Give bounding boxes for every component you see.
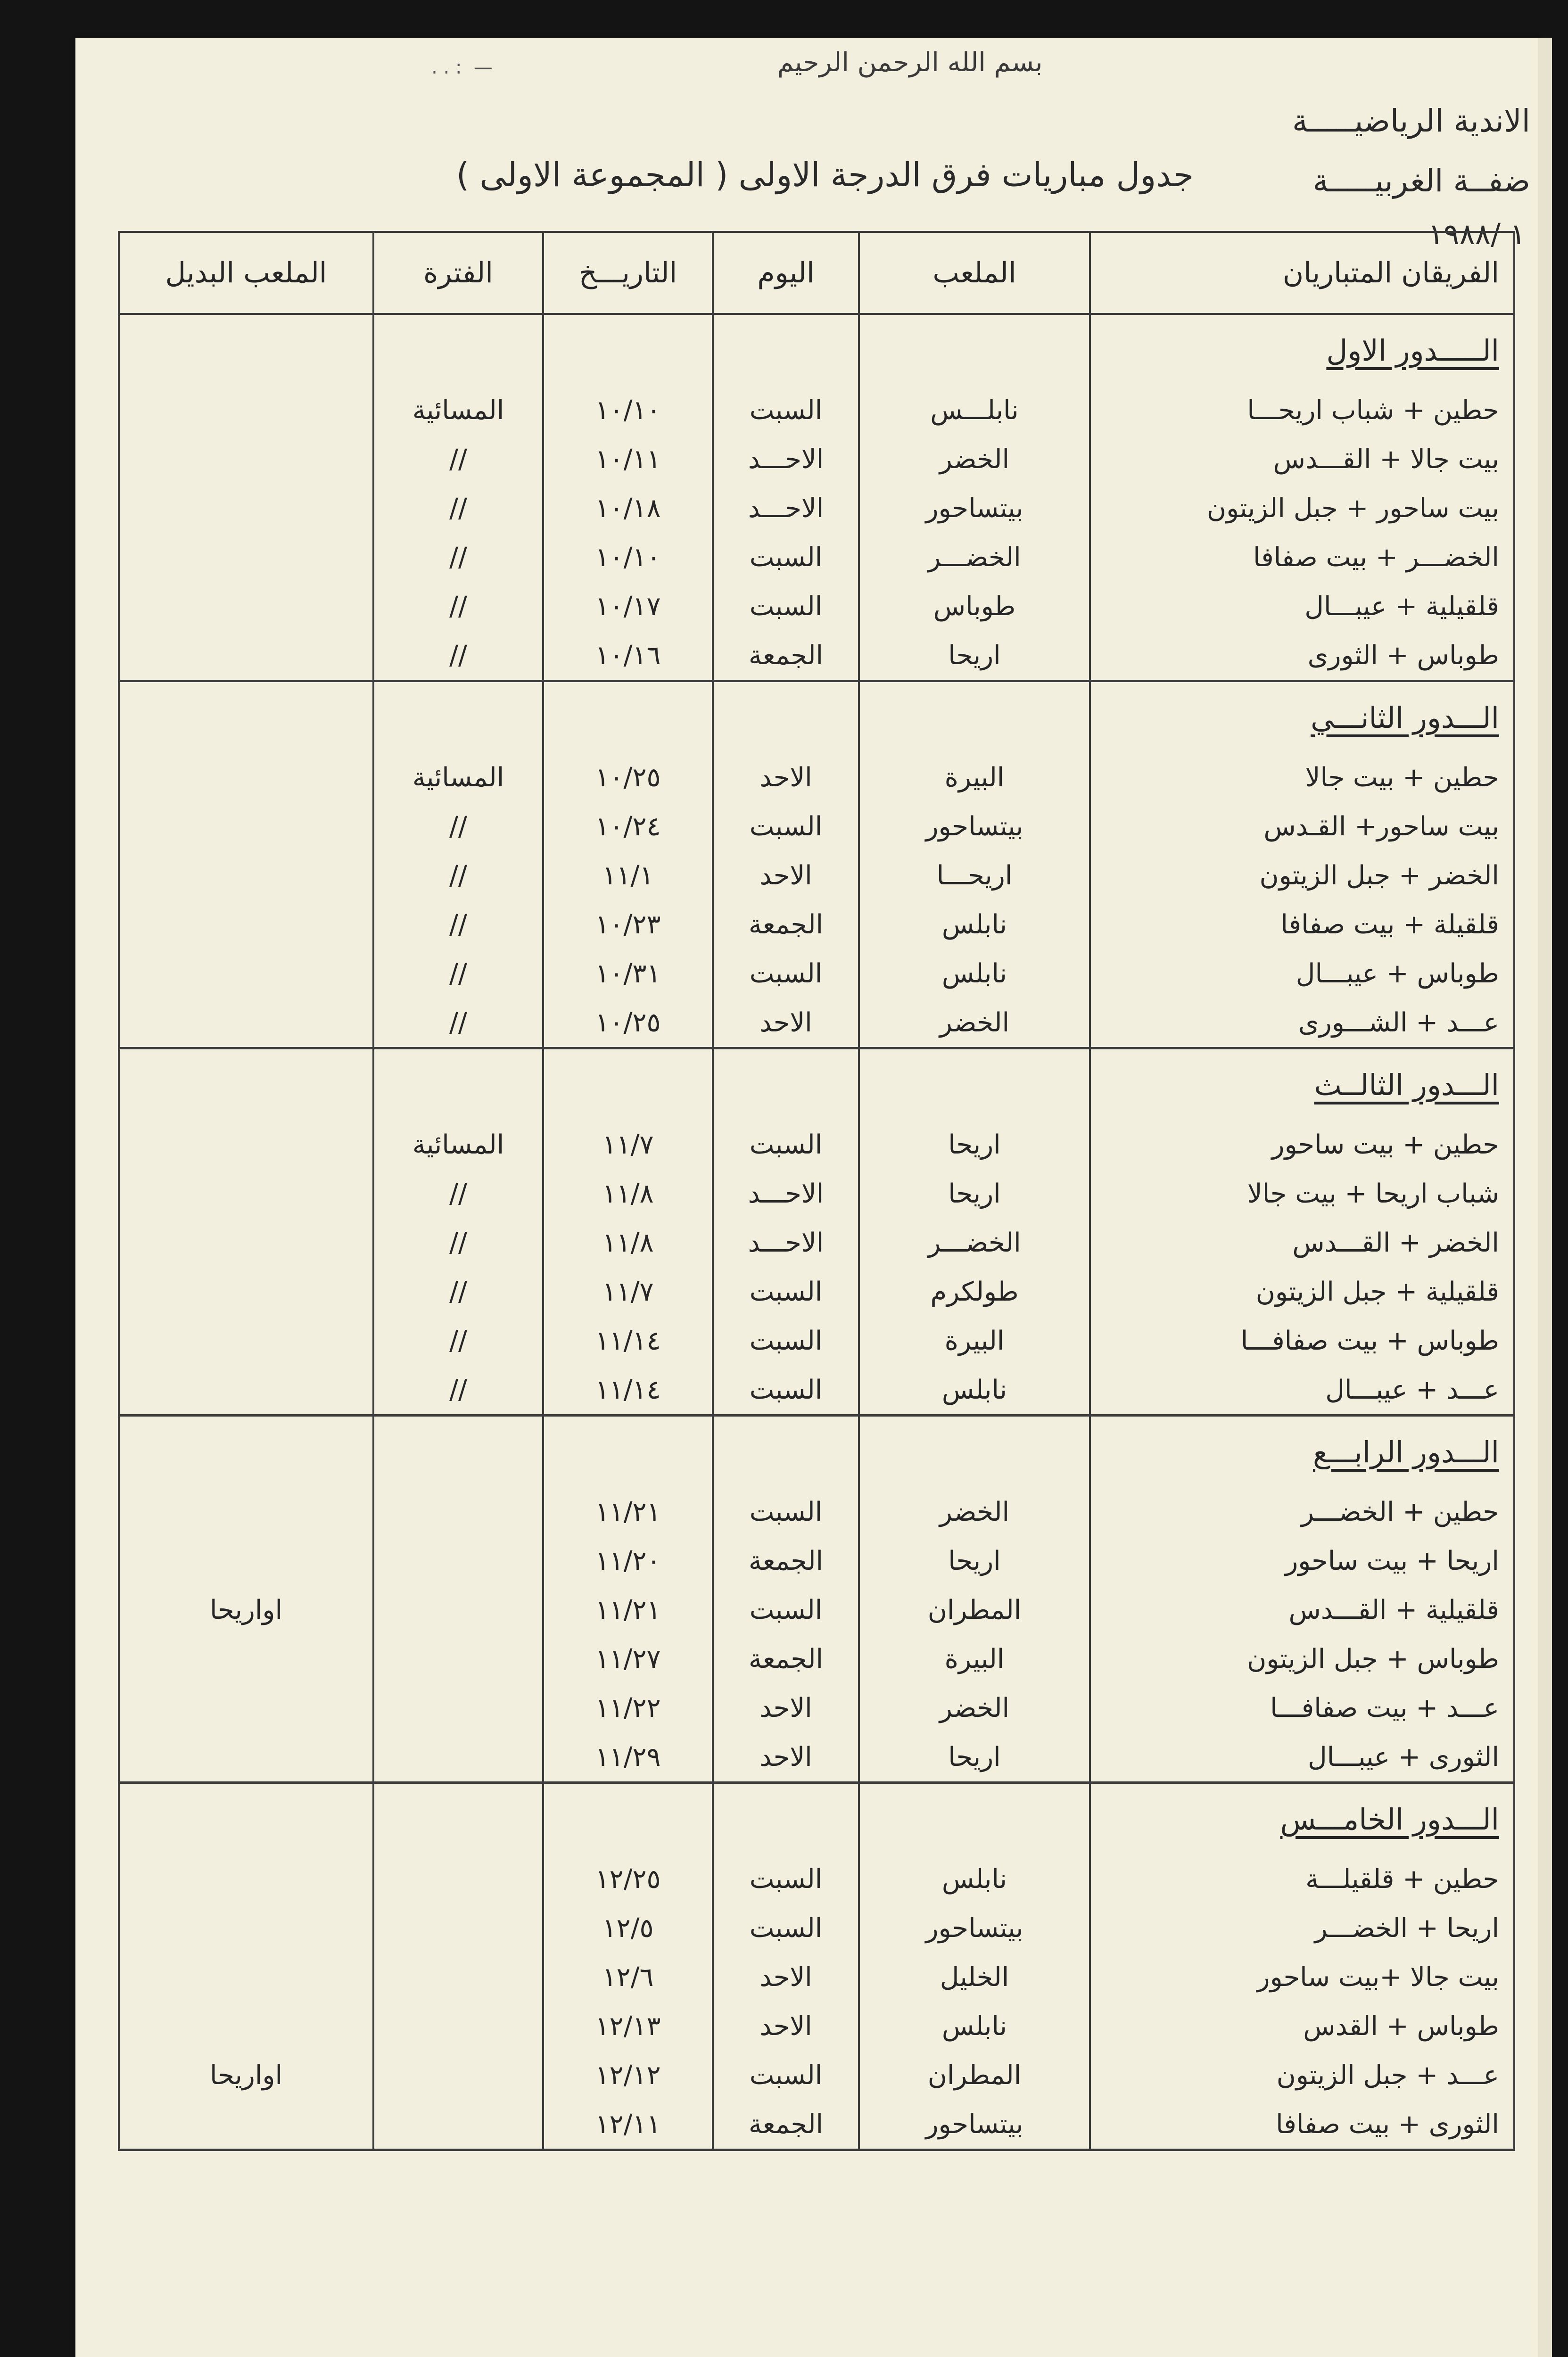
match-period: // (373, 1316, 543, 1365)
match-alt-venue (119, 1487, 373, 1536)
round-title-cell (1090, 1416, 1514, 1488)
match-day: الجمعة (713, 2100, 859, 2150)
match-venue: الخضـــر (859, 533, 1090, 582)
match-teams: طوباس + الثورى (1090, 631, 1514, 681)
match-date: ١١/١٤ (543, 1365, 713, 1416)
match-alt-venue (119, 1169, 373, 1218)
match-day: السبت (713, 386, 859, 435)
round-title-cell (1090, 314, 1514, 386)
round-title: الـــدور الرابـــع (1312, 1434, 1499, 1469)
table-header-row (119, 232, 1514, 314)
empty-cell (119, 1048, 373, 1121)
empty-cell (373, 681, 543, 753)
match-teams: قلقيلية + جبل الزيتون (1090, 1267, 1514, 1316)
match-date: ١٢/١٣ (543, 2002, 713, 2051)
match-day: السبت (713, 2051, 859, 2100)
table-row (119, 2100, 1514, 2150)
match-teams: عـــد + عيبـــال (1090, 1365, 1514, 1416)
match-date: ١٢/١١ (543, 2100, 713, 2150)
match-teams: طوباس + القدس (1090, 2002, 1514, 2051)
match-teams: شباب اريحا + بيت جالا (1090, 1169, 1514, 1218)
match-alt-venue (119, 484, 373, 533)
match-venue: بيتساحور (859, 1904, 1090, 1953)
round-title: الـــــدور الاول (1326, 333, 1499, 368)
match-venue: اريحا (859, 631, 1090, 681)
table-row (119, 1169, 1514, 1218)
table-row (119, 1854, 1514, 1904)
match-teams: بيت ساحور + جبل الزيتون (1090, 484, 1514, 533)
match-date: ١٢/٦ (543, 1953, 713, 2002)
match-alt-venue (119, 1683, 373, 1732)
match-alt-venue (119, 949, 373, 998)
match-teams: عـــد + جبل الزيتون (1090, 2051, 1514, 2100)
table-row (119, 2051, 1514, 2100)
empty-cell (543, 681, 713, 753)
basmala-heading: بسم الله الرحمن الرحيم (777, 47, 1043, 78)
round-title-cell (1090, 681, 1514, 753)
match-day: الاحد (713, 1732, 859, 1783)
match-teams: اريحا + بيت ساحور (1090, 1536, 1514, 1585)
match-day: الاحـــد (713, 1218, 859, 1267)
match-alt-venue: اواريحا (119, 2051, 373, 2100)
match-venue: بيتساحور (859, 484, 1090, 533)
table-row (119, 900, 1514, 949)
match-day: الاحـــد (713, 435, 859, 484)
table-row (119, 802, 1514, 851)
match-day: الجمعة (713, 631, 859, 681)
match-period: // (373, 802, 543, 851)
match-period (373, 2002, 543, 2051)
match-venue: الخضـــر (859, 1218, 1090, 1267)
table-row (119, 1585, 1514, 1634)
table-row (119, 1487, 1514, 1536)
match-alt-venue (119, 1218, 373, 1267)
match-period: // (373, 949, 543, 998)
table-row (119, 1218, 1514, 1267)
match-period: // (373, 1365, 543, 1416)
round-header-row (119, 681, 1514, 753)
empty-cell (543, 1783, 713, 1855)
table-row (119, 1904, 1514, 1953)
match-alt-venue (119, 2002, 373, 2051)
table-row (119, 435, 1514, 484)
match-date: ١٢/٥ (543, 1904, 713, 1953)
match-day: الاحـــد (713, 484, 859, 533)
match-day: السبت (713, 1267, 859, 1316)
empty-cell (119, 314, 373, 386)
match-day: السبت (713, 949, 859, 998)
match-day: السبت (713, 1365, 859, 1416)
round-header-row (119, 1048, 1514, 1121)
table-row (119, 998, 1514, 1048)
match-teams: حطين + بيت جالا (1090, 753, 1514, 802)
empty-cell (713, 1416, 859, 1488)
match-venue: نابلس (859, 1365, 1090, 1416)
match-period (373, 1487, 543, 1536)
match-period (373, 2051, 543, 2100)
match-alt-venue (119, 582, 373, 631)
match-venue: اريحا (859, 1120, 1090, 1169)
match-teams: الخضر + القـــدس (1090, 1218, 1514, 1267)
table-row (119, 1683, 1514, 1732)
empty-cell (713, 1783, 859, 1855)
empty-cell (859, 681, 1090, 753)
match-venue: الخليل (859, 1953, 1090, 2002)
empty-cell (713, 1048, 859, 1121)
match-date: ١٢/٢٥ (543, 1854, 713, 1904)
match-day: السبت (713, 1585, 859, 1634)
match-alt-venue (119, 533, 373, 582)
round-title: الـــدور الثانـــي (1311, 700, 1499, 735)
match-venue: البيرة (859, 1634, 1090, 1683)
round-title: الـــدور الثالــث (1314, 1067, 1499, 1102)
table-row (119, 484, 1514, 533)
match-period (373, 1854, 543, 1904)
match-venue: المطران (859, 1585, 1090, 1634)
match-teams: حطين + شباب اريحـــا (1090, 386, 1514, 435)
match-day: السبت (713, 1904, 859, 1953)
round-title-cell (1090, 1783, 1514, 1855)
match-day: الاحد (713, 998, 859, 1048)
match-teams: الخضر + جبل الزيتون (1090, 851, 1514, 900)
match-alt-venue (119, 1732, 373, 1783)
match-day: السبت (713, 1120, 859, 1169)
col-header-teams: الفريقان المتباريان (1090, 232, 1514, 314)
round-header-row (119, 1783, 1514, 1855)
empty-cell (859, 1783, 1090, 1855)
match-alt-venue (119, 851, 373, 900)
match-teams: اريحا + الخضـــر (1090, 1904, 1514, 1953)
empty-cell (373, 314, 543, 386)
page-edge (1538, 38, 1552, 2357)
empty-cell (543, 1048, 713, 1121)
match-venue: نابلس (859, 1854, 1090, 1904)
table-row (119, 1267, 1514, 1316)
match-teams: حطين + بيت ساحور (1090, 1120, 1514, 1169)
match-period: // (373, 582, 543, 631)
corner-mark: — : . . (431, 57, 493, 78)
match-teams: حطين + الخضـــر (1090, 1487, 1514, 1536)
match-teams: بيت جالا +بيت ساحور (1090, 1953, 1514, 2002)
match-period (373, 1904, 543, 1953)
match-venue: اريحا (859, 1536, 1090, 1585)
table-row (119, 1316, 1514, 1365)
match-date: ١٢/١٢ (543, 2051, 713, 2100)
match-alt-venue (119, 1953, 373, 2002)
match-period (373, 1536, 543, 1585)
match-date: ١١/٧ (543, 1120, 713, 1169)
match-period: المسائية (373, 386, 543, 435)
col-header-period: الفترة (373, 232, 543, 314)
match-teams: بيت جالا + القـــدس (1090, 435, 1514, 484)
match-day: السبت (713, 1316, 859, 1365)
match-date: ١١/١ (543, 851, 713, 900)
empty-cell (859, 314, 1090, 386)
match-day: الاحد (713, 2002, 859, 2051)
match-alt-venue (119, 753, 373, 802)
match-date: ١١/٨ (543, 1218, 713, 1267)
match-day: السبت (713, 802, 859, 851)
empty-cell (543, 314, 713, 386)
match-period: المسائية (373, 1120, 543, 1169)
match-date: ١١/٨ (543, 1169, 713, 1218)
match-teams: عـــد + الشـــورى (1090, 998, 1514, 1048)
match-period: // (373, 900, 543, 949)
match-day: الاحد (713, 1953, 859, 2002)
match-period: // (373, 851, 543, 900)
table-row (119, 1953, 1514, 2002)
match-venue: بيتساحور (859, 2100, 1090, 2150)
col-header-day: اليوم (713, 232, 859, 314)
match-venue: البيرة (859, 753, 1090, 802)
match-alt-venue (119, 1634, 373, 1683)
table-row (119, 1536, 1514, 1585)
table-row (119, 949, 1514, 998)
match-day: السبت (713, 533, 859, 582)
table-row (119, 1365, 1514, 1416)
empty-cell (859, 1416, 1090, 1488)
table-row (119, 2002, 1514, 2051)
match-day: الجمعة (713, 1634, 859, 1683)
match-venue: طوباس (859, 582, 1090, 631)
match-alt-venue: اواريحا (119, 1585, 373, 1634)
match-teams: قلقيلية + عيبـــال (1090, 582, 1514, 631)
match-venue: البيرة (859, 1316, 1090, 1365)
match-alt-venue (119, 802, 373, 851)
match-date: ١١/٢٩ (543, 1732, 713, 1783)
match-period (373, 1634, 543, 1683)
empty-cell (713, 314, 859, 386)
match-day: الجمعة (713, 900, 859, 949)
match-period: // (373, 1218, 543, 1267)
match-teams: حطين + قلقيلـــة (1090, 1854, 1514, 1904)
match-venue: نابلس (859, 2002, 1090, 2051)
round-title-cell (1090, 1048, 1514, 1121)
schedule-body (119, 314, 1514, 2150)
match-date: ١٠/١٠ (543, 533, 713, 582)
match-date: ١١/١٤ (543, 1316, 713, 1365)
table-row (119, 851, 1514, 900)
table-row (119, 753, 1514, 802)
match-venue: طولكرم (859, 1267, 1090, 1316)
match-alt-venue (119, 1904, 373, 1953)
match-date: ١١/٢٠ (543, 1536, 713, 1585)
col-header-alt-venue: الملعب البديل (119, 232, 373, 314)
empty-cell (859, 1048, 1090, 1121)
match-alt-venue (119, 1316, 373, 1365)
match-venue: اريحـــا (859, 851, 1090, 900)
document-title: جدول مباريات فرق الدرجة الاولى ( المجموعة الاولى ) (456, 156, 1194, 194)
match-venue: اريحا (859, 1169, 1090, 1218)
empty-cell (119, 1783, 373, 1855)
match-date: ١١/٢٧ (543, 1634, 713, 1683)
match-date: ١٠/١٨ (543, 484, 713, 533)
match-alt-venue (119, 1854, 373, 1904)
match-venue: الخضر (859, 1683, 1090, 1732)
match-venue: بيتساحور (859, 802, 1090, 851)
table-row (119, 582, 1514, 631)
match-period: // (373, 631, 543, 681)
match-alt-venue (119, 1120, 373, 1169)
match-day: الاحد (713, 753, 859, 802)
match-venue: اريحا (859, 1732, 1090, 1783)
match-day: السبت (713, 582, 859, 631)
match-date: ١١/٧ (543, 1267, 713, 1316)
match-date: ١١/٢١ (543, 1487, 713, 1536)
table-row (119, 631, 1514, 681)
match-alt-venue (119, 1365, 373, 1416)
match-period (373, 1585, 543, 1634)
match-day: السبت (713, 1854, 859, 1904)
match-date: ١٠/٢٥ (543, 753, 713, 802)
match-period: // (373, 533, 543, 582)
match-venue: الخضر (859, 998, 1090, 1048)
match-period: المسائية (373, 753, 543, 802)
match-teams: الخضـــر + بيت صفافا (1090, 533, 1514, 582)
org-line-1: الاندية الرياضيـــــة (1292, 103, 1530, 139)
match-alt-venue (119, 386, 373, 435)
schedule-table (118, 231, 1515, 2151)
match-day: الاحد (713, 851, 859, 900)
match-period: // (373, 484, 543, 533)
match-teams: قلقيلة + بيت صفافا (1090, 900, 1514, 949)
round-header-row (119, 314, 1514, 386)
empty-cell (373, 1048, 543, 1121)
match-day: الاحد (713, 1683, 859, 1732)
match-period (373, 1683, 543, 1732)
match-day: الجمعة (713, 1536, 859, 1585)
empty-cell (373, 1783, 543, 1855)
round-header-row (119, 1416, 1514, 1488)
match-venue: الخضر (859, 435, 1090, 484)
match-date: ١٠/١٧ (543, 582, 713, 631)
match-teams: طوباس + عيبـــال (1090, 949, 1514, 998)
table-row (119, 1634, 1514, 1683)
match-alt-venue (119, 1267, 373, 1316)
match-teams: الثورى + عيبـــال (1090, 1732, 1514, 1783)
match-alt-venue (119, 1536, 373, 1585)
empty-cell (119, 681, 373, 753)
document-date: ١ /١٩٨٨ (1428, 217, 1526, 251)
match-date: ١٠/٢٣ (543, 900, 713, 949)
match-venue: نابلس (859, 900, 1090, 949)
col-header-date: التاريـــخ (543, 232, 713, 314)
match-date: ١٠/٢٥ (543, 998, 713, 1048)
match-venue: نابلس (859, 949, 1090, 998)
match-date: ١٠/١٦ (543, 631, 713, 681)
match-date: ١٠/١٠ (543, 386, 713, 435)
empty-cell (373, 1416, 543, 1488)
match-period: // (373, 998, 543, 1048)
match-teams: بيت ساحور+ القـدس (1090, 802, 1514, 851)
match-alt-venue (119, 631, 373, 681)
match-teams: طوباس + جبل الزيتون (1090, 1634, 1514, 1683)
empty-cell (543, 1416, 713, 1488)
match-day: السبت (713, 1487, 859, 1536)
col-header-venue: الملعب (859, 232, 1090, 314)
match-alt-venue (119, 2100, 373, 2150)
match-date: ١٠/٣١ (543, 949, 713, 998)
match-teams: طوباس + بيت صفافـــا (1090, 1316, 1514, 1365)
match-teams: عـــد + بيت صفافـــا (1090, 1683, 1514, 1732)
table-row (119, 386, 1514, 435)
match-alt-venue (119, 435, 373, 484)
match-period: // (373, 435, 543, 484)
table-row (119, 533, 1514, 582)
match-teams: قلقيلية + القـــدس (1090, 1585, 1514, 1634)
org-line-2: ضفــة الغربيـــــة (1312, 163, 1530, 199)
match-teams: الثورى + بيت صفافا (1090, 2100, 1514, 2150)
table-row (119, 1120, 1514, 1169)
match-alt-venue (119, 998, 373, 1048)
match-date: ١١/٢٢ (543, 1683, 713, 1732)
match-venue: الخضر (859, 1487, 1090, 1536)
match-date: ١١/٢١ (543, 1585, 713, 1634)
match-venue: المطران (859, 2051, 1090, 2100)
match-period: // (373, 1169, 543, 1218)
match-date: ١٠/١١ (543, 435, 713, 484)
match-alt-venue (119, 900, 373, 949)
match-period: // (373, 1267, 543, 1316)
match-period (373, 1953, 543, 2002)
round-title: الـــدور الخامـــس (1280, 1802, 1499, 1837)
empty-cell (713, 681, 859, 753)
empty-cell (119, 1416, 373, 1488)
match-venue: نابلـــس (859, 386, 1090, 435)
table-row (119, 1732, 1514, 1783)
match-period (373, 2100, 543, 2150)
match-period (373, 1732, 543, 1783)
match-date: ١٠/٢٤ (543, 802, 713, 851)
match-day: الاحـــد (713, 1169, 859, 1218)
